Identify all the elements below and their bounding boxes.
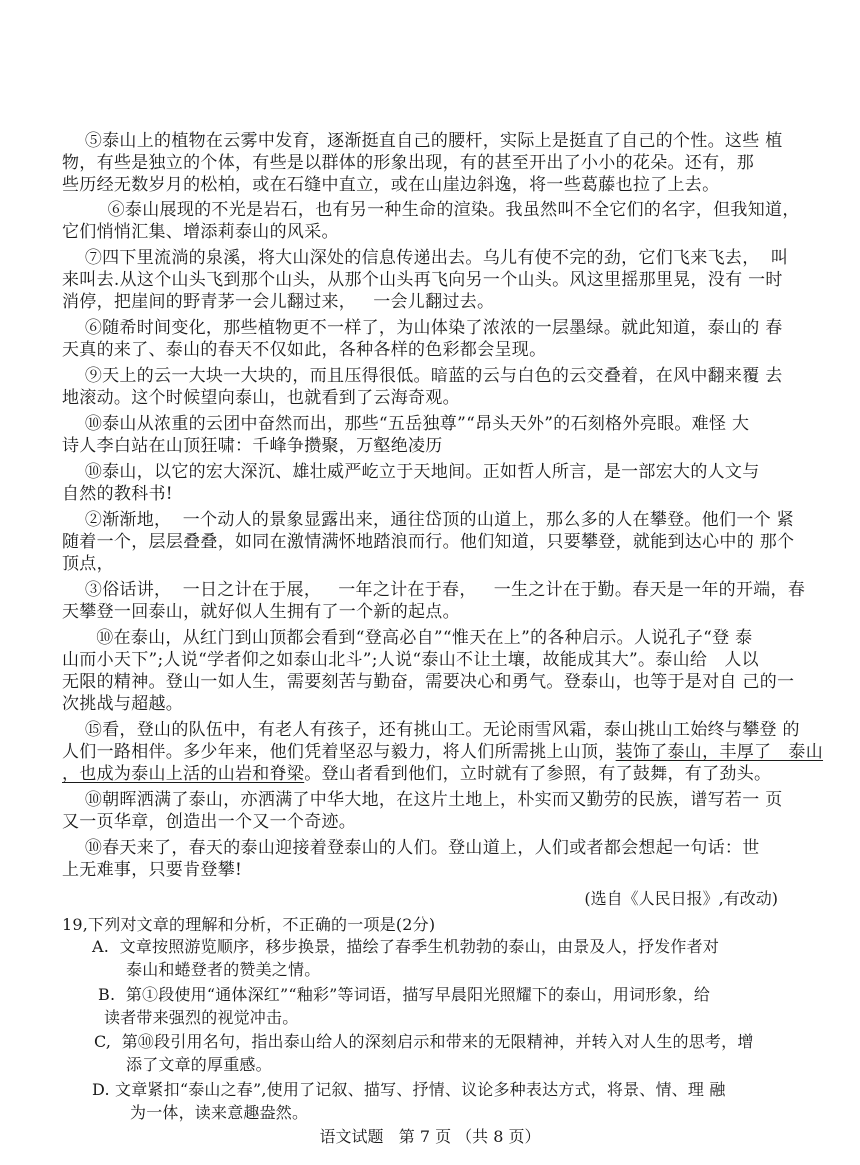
passage-line: 些历经无数岁月的松柏，或在石缝中直立，或在山崖边斜逸，将一些葛藤也拉了上去。 (62, 175, 720, 195)
passage-line: 天攀登一回泰山，就好似人生拥有了一个新的起点。 (62, 602, 460, 622)
page-footer: 语文试题 第 7 页 （共 8 页） (319, 1127, 541, 1146)
passage-line: 物，有些是独立的个体，有些是以群体的形象出现，有的甚至开出了小小的花朵。还有，那 (62, 153, 754, 173)
passage-line: ⑮看，登山的队伍中，有老人有孩子，还有挑山工。无论雨雪风霜，泰山挑山工始终与攀登 的 (62, 720, 800, 740)
passage-line: ⑥泰山展现的不光是岩石，也有另一种生命的渲染。我虽然叫不全它们的名字，但我知道， (62, 200, 800, 220)
option-c-line-2: 添了文章的厚重感。 (126, 1055, 272, 1074)
passage-line: 随着一个，层层叠叠，如同在激情满怀地踏浪而行。他们知道，只要攀登，就能到达心中的 那个 (62, 532, 795, 552)
option-b-line-1: B. 第①段使用“通体深红”“釉彩”等词语，描写早晨阳光照耀下的泰山，用词形象，给 (98, 985, 711, 1004)
underlined-phrase: ，也成为泰山上活的山岩和脊梁 (62, 764, 305, 784)
passage-line: 它们悄悄汇集、增添莉泰山的风采。 (62, 222, 339, 242)
passage-line: 次挑战与超越。 (62, 694, 184, 714)
passage-line: ⑩泰山从浓重的云团中奋然而出，那些“五岳独尊”“昂头天外”的石刻格外亮眼。难怪 大 (62, 414, 750, 434)
source-note: (选自《人民日报》,有改动) (584, 889, 778, 908)
passage-line: ⑥随希时间变化，那些植物更不一样了，为山体染了浓浓的一层墨绿。就此知道，泰山的 春 (62, 318, 783, 338)
option-a-line-1: A. 文章按照游览顺序，移步换景，描绘了春季生机勃勃的泰山，由景及人，抒发作者对 (92, 937, 720, 956)
passage-line: 消停，把崖间的野青茅一会儿翻过来， 一会儿翻过去。 (62, 292, 495, 312)
option-a-line-2: 泰山和蜷登者的赞美之情。 (126, 960, 321, 979)
passage-line: 无限的精神。登山一如人生，需要刻苦与勤奋，需要决心和勇气。登泰山，也等于是对自 己的一 (62, 672, 795, 692)
passage-line: 诗人李白站在山顶狂啸：千峰争攒聚，万壑绝凌历 (62, 436, 443, 456)
passage-line: 天真的来了、泰山的春天不仅如此，各种各样的色彩都会呈现。 (62, 340, 547, 360)
passage-line: ③俗话讲， 一日之计在于展， 一年之计在于春， 一生之计在于勤。春天是一年的开端，春 (62, 580, 806, 600)
passage-line: 山而小天下”;人说“学者仰之如泰山北斗”;人说“泰山不让土壤，故能成其大”。泰山给 人以 (62, 650, 759, 670)
passage-line: ⑦四下里流淌的泉溪，将大山深处的信息传递出去。乌儿有使不完的劲，它们飞来飞去， 叫 (62, 248, 789, 268)
passage-line: 自然的教科书! (62, 484, 173, 504)
passage-line: 来叫去.从这个山头飞到那个山头，从那个山头再飞向另一个山头。风这里摇那里晃，没有 一时 (62, 270, 783, 290)
passage-line: ②渐渐地， 一个动人的景象显露出来，通往岱顶的山道上，那么多的人在攀登。他们一个 紧 (62, 510, 794, 530)
passage-line: ⑩朝晖洒满了泰山，亦洒满了中华大地，在这片土地上，朴实而又勤劳的民族，谱写若一 页 (62, 790, 783, 810)
passage-line: 又一页华章，创造出一个又一个奇迹。 (62, 812, 357, 832)
passage-line: ，也成为泰山上活的山岩和脊梁。登山者看到他们，立时就有了参照，有了鼓舞，有了劲头。 (62, 764, 772, 784)
passage-line: 人们一路相伴。多少年来，他们凭着坚忍与毅力，将人们所需挑上山顶，装饰了泰山，丰厚了 泰山 (62, 742, 824, 762)
passage-line: 地滚动。这个时候望向泰山，也就看到了云海奇观。 (62, 388, 460, 408)
passage-line: ⑩春天来了，春天的泰山迎接着登泰山的人们。登山道上，人们或者都会想起一句话：世 (62, 838, 760, 858)
passage-line: 上无难事，只要肯登攀! (62, 860, 243, 880)
passage-line: ⑩在泰山，从红门到山顶都会看到“登高必自”“惟天在上”的各种启示。人说孔子“登 泰 (62, 628, 753, 648)
passage-line: ⑨天上的云一大块一大块的，而且压得很低。暗蓝的云与白色的云交叠着，在风中翻来覆 去 (62, 366, 783, 386)
passage-line: ⑩泰山，以它的宏大深沉、雄壮威严屹立于天地间。正如哲人所言，是一部宏大的人文与 (62, 462, 760, 482)
option-d-line-1: D. 文章紧扣“泰山之春”,使用了记叙、描写、抒情、议论多种表达方式，将景、情、理 融 (92, 1080, 726, 1099)
option-c-line-1: C, 第⑩段引用名句，指出泰山给人的深刻启示和带来的无限精神，并转入对人生的思考，增 (94, 1032, 754, 1051)
option-d-line-2: 为一体，读来意趣盎然。 (130, 1103, 309, 1122)
underlined-phrase: 装饰了泰山，丰厚了 泰山 (615, 742, 824, 762)
option-b-line-2: 读者带来强烈的视觉冲击。 (104, 1008, 299, 1027)
passage-line: ⑤泰山上的植物在云雾中发育，逐渐挺直自己的腰杆，实际上是挺直了自己的个性。这些 植 (62, 131, 783, 151)
passage-line: 顶点， (62, 554, 114, 574)
question-stem: 19,下列对文章的理解和分析，不正确的一项是(2分) (62, 915, 436, 934)
